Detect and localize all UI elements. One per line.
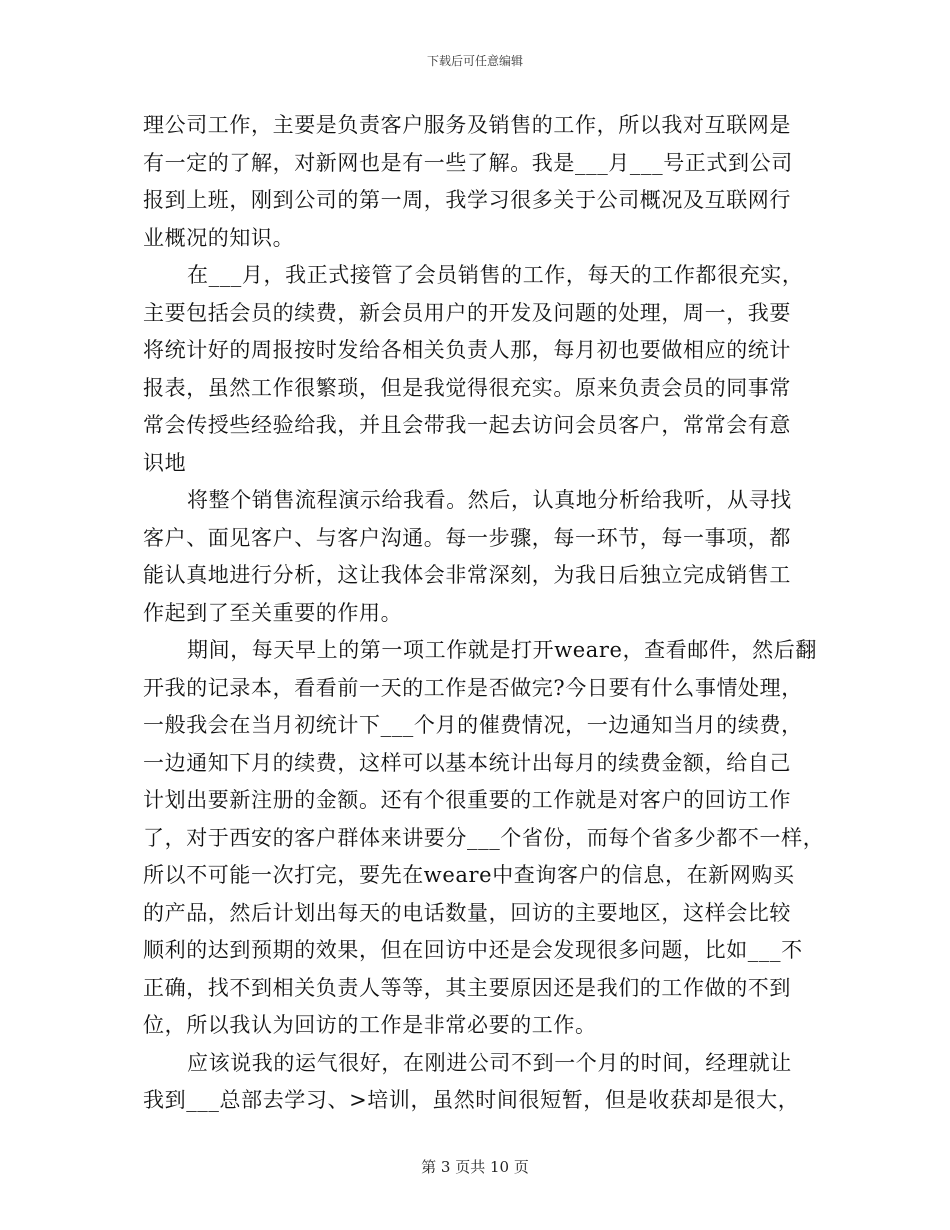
text-line: 将整个销售流程演示给我看。然后，认真地分析给我听，从寻找 (187, 488, 792, 512)
text-line: 一般我会在当月初统计下___个月的催费情况，一边通知当月的续费， (143, 713, 803, 737)
text-line: 将统计好的周报按时发给各相关负责人那，每月初也要做相应的统计 (143, 338, 791, 362)
text-line: 作起到了至关重要的作用。 (143, 600, 403, 625)
text-line: 位，所以我认为回访的工作是非常必要的工作。 (143, 1013, 597, 1037)
text-line: 所以不可能一次打完，要先在weare中查询客户的信息，在新网购买 (143, 863, 795, 887)
text-line: 计划出要新注册的金额。还有个很重要的工作就是对客户的回访工作 (143, 788, 791, 812)
text-line: 识地 (143, 450, 187, 475)
text-line: 一边通知下月的续费，这样可以基本统计出每月的续费金额，给自己 (143, 750, 791, 775)
text-line: 应该说我的运气很好，在刚进公司不到一个月的时间，经理就让 (187, 1050, 792, 1075)
text-line: 正确，找不到相关负责人等等，其主要原因还是我们的工作做的不到 (143, 975, 791, 1000)
text-line: 了，对于西安的客户群体来讲要分___个省份，而每个省多少都不一样， (143, 825, 825, 850)
text-line: 报到上班，刚到公司的第一周，我学习很多关于公司概况及互联网行 (143, 188, 791, 212)
text-line: 理公司工作，主要是负责客户服务及销售的工作，所以我对互联网是 (143, 113, 791, 137)
text-line: 的产品，然后计划出每天的电话数量，回访的主要地区，这样会比较 (143, 900, 791, 925)
text-line: 报表，虽然工作很繁琐，但是我觉得很充实。原来负责会员的同事常 (143, 375, 791, 400)
text-line: 开我的记录本，看看前一天的工作是否做完?今日要有什么事情处理， (143, 675, 803, 700)
text-line: 主要包括会员的续费，新会员用户的开发及问题的处理，周一，我要 (143, 300, 791, 325)
text-line: 我到___总部去学习、>培训，虽然时间很短暂，但是收获却是很大， (143, 1088, 800, 1112)
text-line: 有一定的了解，对新网也是有一些了解。我是___月___号正式到公司 (143, 150, 793, 175)
text-line: 顺利的达到预期的效果，但在回访中还是会发现很多问题，比如___不 (143, 938, 803, 962)
page-footer: 第 3 页共 10 页 (421, 1158, 529, 1176)
text-line: 能认真地进行分析，这让我体会非常深刻，为我日后独立完成销售工 (143, 563, 791, 587)
text-line: 客户、面见客户、与客户沟通。每一步骤，每一环节，每一事项，都 (143, 525, 791, 550)
text-line: 业概况的知识。 (143, 225, 295, 250)
page-header: 下载后可任意编辑 (426, 54, 523, 68)
text-line: 常会传授些经验给我，并且会带我一起去访问会员客户，常常会有意 (143, 413, 791, 437)
document-body (143, 107, 825, 1120)
text-line: 期间，每天早上的第一项工作就是打开weare，查看邮件，然后翻 (187, 638, 817, 662)
text-line: 在___月，我正式接管了会员销售的工作，每天的工作都很充实， (187, 263, 804, 287)
